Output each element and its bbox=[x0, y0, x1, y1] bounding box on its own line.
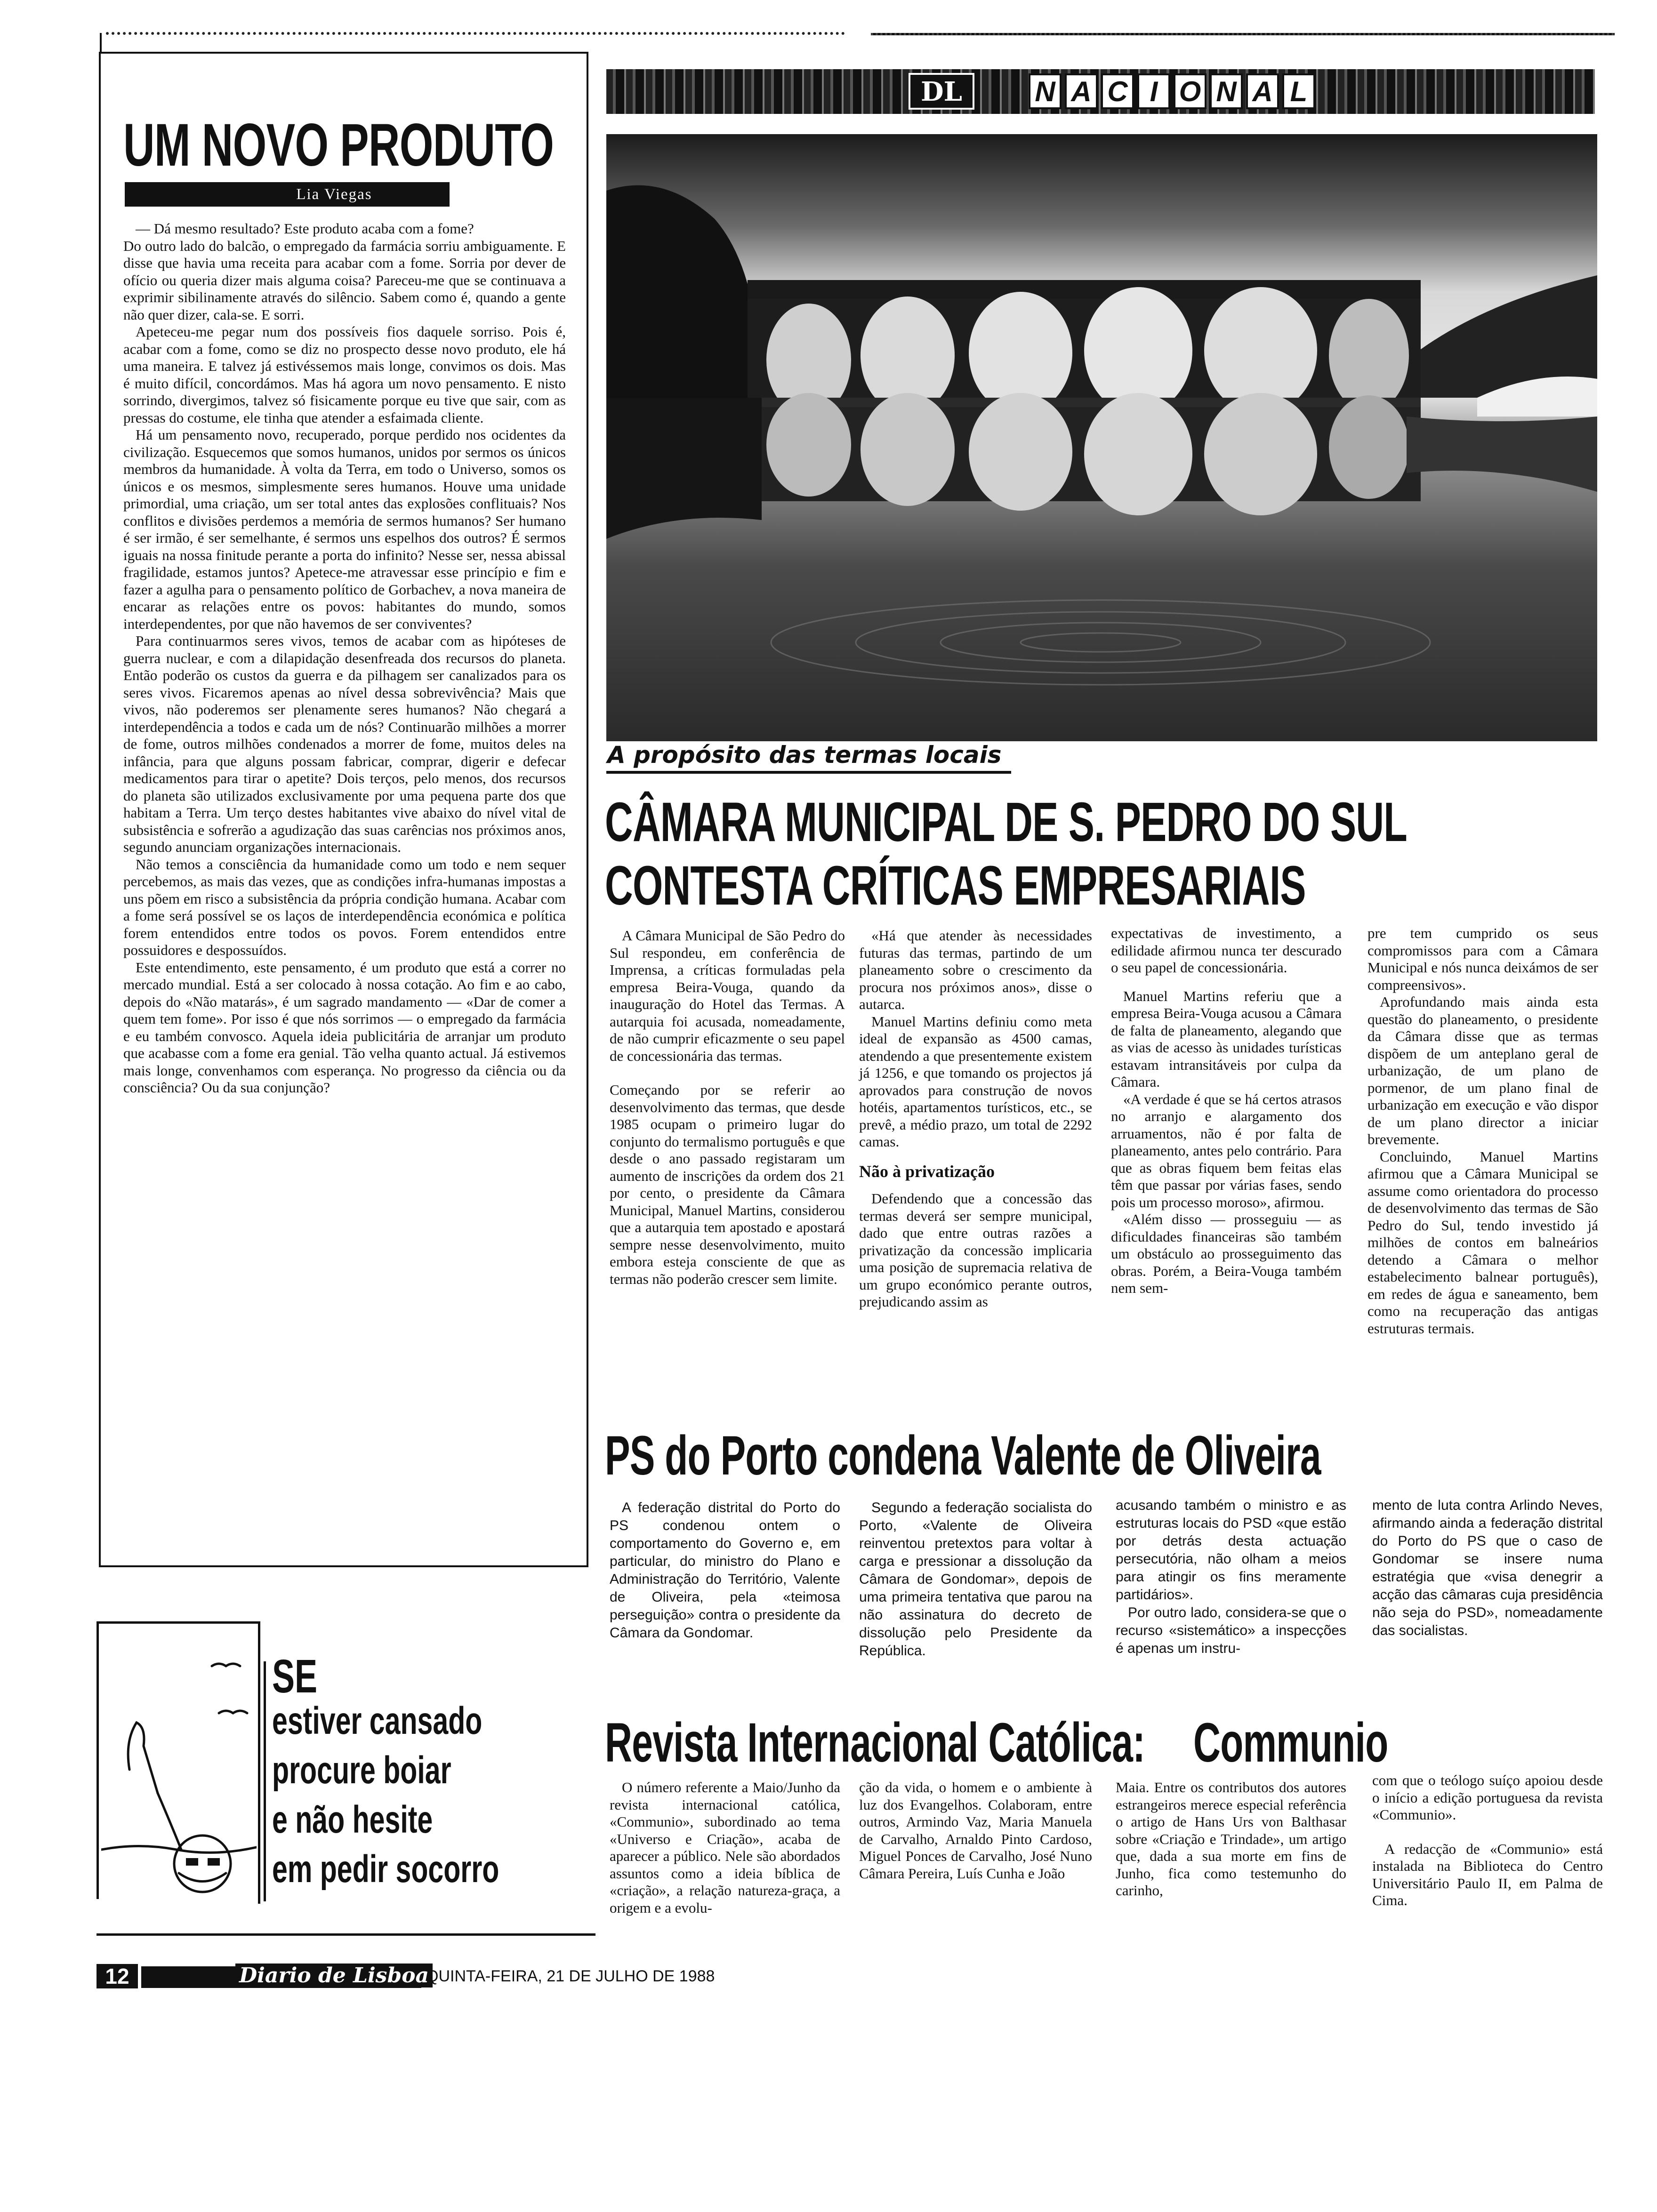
ps-paragraph: Segundo a federação socialista do Porto, «Valente de Oliveira reinventou pretextos para voltar à carga e pressionar a dissolução da Câmara de Gondomar», depois de uma primeira tentativa que parou na não assinatura do decreto de dissolução pelo Presidente da República. bbox=[859, 1500, 1092, 1659]
camara-paragraph: Concluindo, Manuel Martins afirmou que a Câmara Municipal se assume como orientadora do processo de desenvolvimento das termas de São Pedro do Sul, tendo investido já milhões de contos em balneários detendo a Câmara o melhor estabelecimento balnear português), em redes de água e saneamento, bem como na recuperação das antigas estruturas termais. bbox=[1367, 1148, 1598, 1337]
ad-frame bbox=[97, 1621, 99, 1899]
footer-date: QUINTA-FEIRA, 21 DE JULHO DE 1988 bbox=[426, 1967, 715, 1985]
opinion-body bbox=[123, 220, 566, 1097]
section-letter: N bbox=[1210, 73, 1243, 109]
ps-col-2 bbox=[859, 1499, 1092, 1660]
opinion-paragraph: Do outro lado do balcão, o empregado da farmácia sorriu ambiguamente. E disse que havia uma receita para acabar com a fome. Sorria por dever de ofício ou queria dizer mais alguma coisa? Pareceu-me que se continuava a exprimir sibilinamente através do silêncio. Sabem como é, quando a gente não quer dizer, cala-se. E sorri. bbox=[123, 237, 566, 323]
ad-line: e não hesite bbox=[272, 1798, 433, 1841]
camara-col-1 bbox=[610, 927, 845, 1288]
masthead: Diario de Lisboa bbox=[235, 1964, 433, 1988]
camara-paragraph: A Câmara Municipal de São Pedro do Sul respondeu, em conferência de Imprensa, a críticas formuladas pela empresa Beira-Vouga, quando da inauguração do Hotel das Termas. A autarquia foi acusada, nomeadamente, de não cumprir eficazmente o seu papel de concessionária das termas. bbox=[610, 927, 845, 1064]
section-letter: L bbox=[1282, 73, 1315, 109]
revista-col-4 bbox=[1372, 1772, 1603, 1909]
ps-paragraph: A federação distrital do Porto do PS condenou ontem o comportamento do Governo e, em particular, do ministro do Plano e Administração do Território, Valente de Oliveira, pela «teimosa perseguição» contra o presidente da Câmara da Gondomar. bbox=[610, 1500, 840, 1641]
byline-bar bbox=[125, 182, 450, 207]
ps-headline: PS do Porto condena Valente de Oliveira bbox=[605, 1425, 1321, 1487]
camara-headline-line2: CONTESTA CRÍTICAS EMPRESARIAIS bbox=[605, 855, 1306, 917]
revista-headline-name: Communio bbox=[1193, 1712, 1388, 1774]
opinion-title: UM NOVO PRODUTO bbox=[123, 112, 554, 179]
ad-line: em pedir socorro bbox=[272, 1848, 499, 1891]
revista-col-1 bbox=[610, 1779, 840, 1916]
ps-col-1 bbox=[610, 1499, 840, 1642]
caption-rule bbox=[606, 771, 1011, 774]
revista-col-3 bbox=[1116, 1779, 1346, 1899]
ps-col-4 bbox=[1372, 1497, 1603, 1640]
bridge-photo bbox=[606, 134, 1597, 741]
revista-paragraph: Maia. Entre os contributos dos autores estrangeiros merece especial referência o artigo de Hans Urs von Balthasar sobre «Criação e Trindade», um artigo que, dada a sua morte em fins de Junho, fica como testemunho do carinho, bbox=[1116, 1779, 1346, 1899]
revista-col-2 bbox=[859, 1779, 1092, 1882]
page-number: 12 bbox=[97, 1964, 138, 1988]
revista-paragraph: A redacção de «Communio» está instalada na Biblioteca do Centro Universitário Paulo II, em Palma de Cima. bbox=[1372, 1840, 1603, 1908]
top-dashed-rule bbox=[106, 32, 845, 35]
section-letter: C bbox=[1101, 73, 1134, 109]
section-letter: N bbox=[1029, 73, 1062, 109]
section-letter: A bbox=[1246, 73, 1279, 109]
ad-frame bbox=[258, 1621, 260, 1904]
ad-frame bbox=[97, 1933, 595, 1936]
revista-paragraph: com que o teólogo suíço apoiou desde o início a edição portuguesa da revista «Communio». bbox=[1372, 1772, 1603, 1823]
camara-headline bbox=[605, 791, 1407, 918]
ad-line: SE bbox=[272, 1650, 318, 1703]
ps-paragraph: acusando também o ministro e as estruturas locais do PSD «que estão por detrás desta actuação persecutória, não olham a meios para atingir os fins meramente partidários». bbox=[1116, 1498, 1346, 1603]
camara-col-2 bbox=[859, 927, 1092, 1311]
photo-caption: A propósito das termas locais bbox=[607, 741, 1002, 769]
ad-divider bbox=[264, 1661, 266, 1901]
top-corner-tick bbox=[100, 33, 102, 52]
dl-logo: DL bbox=[909, 73, 974, 110]
section-letter: O bbox=[1174, 73, 1207, 109]
revista-paragraph: ção da vida, o homem e o ambiente à luz dos Evangelhos. Colaboram, entre outros, Armindo Vaz, Maria Manuela de Carvalho, Arnaldo Pinto Cardoso, Miguel Ponces de Carvalho, José Nuno Câmara Pereira, Luís Cunha e João bbox=[859, 1779, 1092, 1882]
section-letter: A bbox=[1065, 73, 1098, 109]
bridge-photo-graphic bbox=[606, 134, 1597, 741]
camara-headline-line1: CÂMARA MUNICIPAL DE S. PEDRO DO SUL bbox=[605, 791, 1408, 853]
top-dotted-rule-right bbox=[871, 33, 1615, 35]
revista-headline: Revista Internacional Católica: bbox=[605, 1712, 1145, 1774]
camara-subhead: Não à privatização bbox=[859, 1162, 995, 1181]
ad-line: estiver cansado bbox=[272, 1699, 483, 1742]
ad-line: procure boiar bbox=[272, 1749, 451, 1792]
opinion-paragraph: Para continuarmos seres vivos, temos de acabar com as hipóteses de guerra nuclear, e com a dilapidação desenfreada dos recursos do planeta. Então poderão os custos da guerra e da pilhagem ser canalizados para os seres vivos. Ficaremos apenas ao nível dessa sobrevivência? Mais que vivos, não poderemos ser plenamente seres humanos? Não chegará a interdependência a todos e cada um de nós? Continuarão milhões a morrer de fome, outros milhões condenados a morrer de fome, muitos deles na infância, para que alguns possam fabricar, comprar, digerir e defecar medicamentos para tirar o apetite? Dois terços, pelo menos, dos recursos do planeta são utilizados exclusivamente por uma pequena parte dos que habitam a Terra. Um terço destes habitantes vive abaixo do nível vital de subsistência e sofrerão a agudização das suas carências nos próximos anos, segundo anunciam organizações internacionais. bbox=[123, 633, 566, 855]
ad-text bbox=[272, 1650, 587, 1897]
ps-paragraph: Por outro lado, considera-se que o recurso «sistemático» a inspecções é apenas um instru- bbox=[1116, 1605, 1346, 1656]
camara-paragraph: Manuel Martins definiu como meta ideal de expansão as 4500 camas, atendendo a que presentemente existem já 1256, e que tomando os projectos já aprovados para construção de novos hotéis, apartamentos turísticos, etc., se prevê, a médio prazo, um total de 2292 camas. bbox=[859, 1013, 1092, 1150]
opinion-paragraph: Apeteceu-me pegar num dos possíveis fios daquele sorriso. Pois é, acabar com a fome, como se diz no prospecto desse novo produto, ele há uma maneira. E talvez já estivéssemos mais longe, convimos os dois. Mas é muito difícil, concordámos. Mas há agora um novo pensamento. E nisto sorrindo, divergimos, talvez só fisicamente porque eu tive que sair, com as pressas do costume, ele tinha que atender a esfaimada cliente. bbox=[123, 323, 566, 426]
camara-paragraph: Defendendo que a concessão das termas deverá ser sempre municipal, dado que entre outras razões a privatização da concessão implicaria uma posição de supremacia relativa de um grupo económico perante outros, prejudicando assim as bbox=[859, 1190, 1092, 1310]
section-letter: I bbox=[1137, 73, 1170, 109]
opinion-paragraph: Não temos a consciência da humanidade como um todo e nem sequer percebemos, as mais das vezes, que as condições infra-humanas impostas a uns põem em risco a subsistência da própria condição humana. Acabar com a fome será possível se os laços de interdependência económica e política forem entendidos entre todos os povos. Forem entendidos entre possuidores e despossuídos. bbox=[123, 856, 566, 958]
byline: Lia Viegas bbox=[296, 186, 372, 203]
camara-paragraph: Manuel Martins referiu que a empresa Beira-Vouga acusou a Câmara de falta de planeamento, alegando que as vias de acesso às unidades turísticas estavam intransitáveis por culpa da Câmara. bbox=[1111, 987, 1342, 1090]
camara-paragraph: «Além disso — prosseguiu — as dificuldades financeiras são também um obstáculo ao prosseguimento das obras. Porém, a Beira-Vouga também nem sem- bbox=[1111, 1211, 1342, 1296]
camara-col-4 bbox=[1367, 925, 1598, 1337]
ps-paragraph: mento de luta contra Arlindo Neves, afirmando ainda a federação distrital do Porto do PS que o caso de Gondomar se insere numa estratégia que «visa denegrir a acção das câmaras cuja presidência não seja do PSD», nomeadamente das socialistas. bbox=[1372, 1498, 1603, 1638]
opinion-paragraph: — Dá mesmo resultado? Este produto acaba com a fome? bbox=[136, 220, 474, 237]
camara-col-3 bbox=[1111, 925, 1342, 1297]
opinion-paragraph: Este entendimento, este pensamento, é um produto que está a correr no mercado mundial. Está a ser colocado à nossa cotação. Ao fim e ao cabo, depois do «Não matarás», é um sagrado mandamento — «Dar de comer a quem tem fome». Por isso é que nós sorrimos — o empregado da farmácia e eu também convosco. Aquela ideia publicitária de arranjar um produto que acabasse com a fome era genial. Tão velha quanto actual. Já estivemos mais longe, convenhamos com esperança. No progresso da ciência ou da consciência? Ou da sua conjunção? bbox=[123, 959, 566, 1096]
ad-frame bbox=[97, 1621, 259, 1624]
camara-paragraph: Começando por se referir ao desenvolvimento das termas, que desde 1985 ocupam o primeiro lugar do conjunto do termalismo português e que desde o ano passado registaram um aumento de inscrições da ordem dos 21 por cento, o presidente da Câmara Municipal, Manuel Martins, considerou que a autarquia tem apostado e apostará sempre nesse desenvolvimento, muito embora esteja consciente de que as termas não poderão crescer sem limite. bbox=[610, 1082, 845, 1287]
camara-paragraph: pre tem cumprido os seus compromissos para com a Câmara Municipal e nós nunca deixámos de ser compreensivos». bbox=[1367, 925, 1598, 993]
swimmer-drawing bbox=[101, 1628, 257, 1920]
ad-illustration bbox=[101, 1628, 257, 1920]
camara-paragraph: «A verdade é que se há certos atrasos no arranjo e alargamento dos arruamentos, não é por falta de planeamento, antes pelo contrário. Para que as obras fiquem bem feitas elas têm que passar por várias fases, sendo pois um processo moroso», afirmou. bbox=[1111, 1090, 1342, 1210]
section-header-bar bbox=[606, 69, 1595, 114]
camara-paragraph: expectativas de investimento, a edilidade afirmou nunca ter descurado o seu papel de concessionária. bbox=[1111, 925, 1342, 976]
camara-paragraph: «Há que atender às necessidades futuras das termas, partindo de um planeamento sobre o crescimento da procura nos próximos anos», disse o autarca. bbox=[859, 927, 1092, 1012]
ps-col-3 bbox=[1116, 1497, 1346, 1658]
revista-paragraph: O número referente a Maio/Junho da revista internacional católica, «Communio», subordinado ao tema «Universo e Criação», acaba de aparecer a público. Nele são abordados assuntos como a ideia bíblica de «criação», a relação natureza-graça, a origem e a evolu- bbox=[610, 1779, 840, 1916]
opinion-paragraph: Há um pensamento novo, recuperado, porque perdido nos ocidentes da civilização. Esquecemos que somos humanos, unidos por sermos os únicos membros da humanidade. À volta da Terra, em todo o Universo, somos os únicos e os mesmos, simplesmente seres humanos. Houve uma unidade primordial, uma criação, um ser total antes das explosões conflituais? Nos conflitos e divisões perdemos a memória de sermos humanos? Ser humano é ser irmão, é ser semelhante, é sermos uns espelhos dos outros? É sermos iguais na nossa finitude perante a porta do infinito? Nesse ser, nessa abissal fragilidade, estamos juntos? Apetece-me atravessar esse princípio e fim e fazer a agulha para o pensamento político de Gorbachev, a nova maneira de encarar as relações entre os povos: habitantes do mundo, somos interdependentes, por que não havemos de ser conviventes? bbox=[123, 426, 566, 632]
camara-paragraph: Aprofundando mais ainda esta questão do planeamento, o presidente da Câmara disse que as termas dispõem de um anteplano geral de urbanização, de um plano de pormenor, de um plano final de urbanização em execução e vão dispor de um plano director a iniciar brevemente. bbox=[1367, 994, 1598, 1147]
